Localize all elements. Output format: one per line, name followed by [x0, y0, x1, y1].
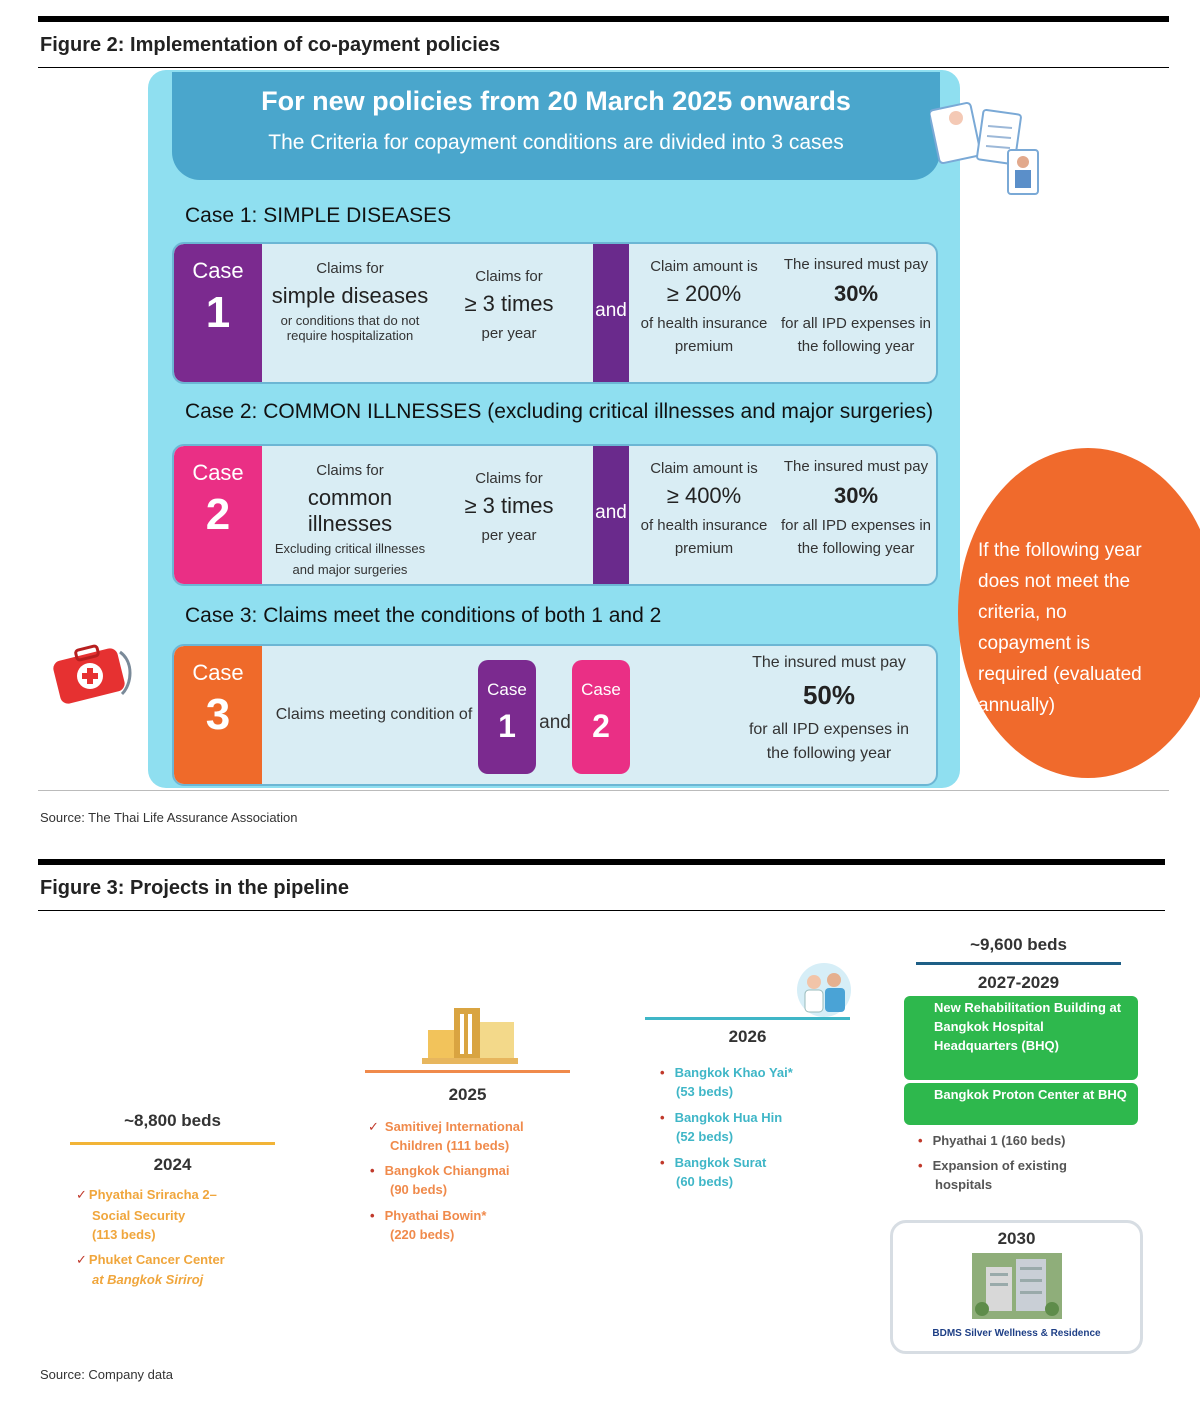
case3-pay-note-1: for all IPD expenses in — [748, 721, 910, 738]
item-mark: • — [918, 1158, 923, 1173]
case2-category-note-1: Excluding critical illnesses — [274, 541, 426, 556]
y2024-line — [70, 1142, 275, 1145]
case1-card — [172, 242, 938, 384]
case1-pay-note-2: the following year — [797, 338, 915, 355]
item-mark: • — [370, 1208, 375, 1223]
case1-amount — [634, 258, 774, 355]
case3-sub1-label: Case — [487, 680, 527, 699]
evaluation-note-text: If the following year does not meet the criteria, no copayment is required (evaluated annually) — [978, 540, 1142, 716]
hospital-building-icon — [420, 1000, 520, 1066]
copayment-banner — [172, 72, 940, 180]
case3-badge — [174, 646, 262, 784]
case2-amount — [634, 460, 774, 557]
item-mark: • — [918, 1133, 923, 1148]
list-item — [390, 1180, 447, 1199]
y2026-year: 2026 — [728, 1027, 767, 1046]
item-text: Social Security — [92, 1208, 186, 1223]
case1-category-name: simple diseases — [271, 283, 429, 308]
item-text: at Bangkok Siriroj — [92, 1272, 204, 1287]
residence-building-image — [972, 1253, 1062, 1319]
medical-kit-icon — [50, 640, 136, 704]
y2027-beds: ~9,600 beds — [970, 935, 1067, 954]
case1-category-note-1: or conditions that do not — [280, 313, 420, 328]
item-mark: • — [370, 1163, 375, 1178]
case2-category-name: common illnesses — [307, 485, 393, 536]
item-text: Children (111 beds) — [390, 1138, 510, 1153]
case2-amount-note-2: premium — [674, 540, 734, 557]
case1-badge-label: Case — [192, 258, 244, 283]
case3-sub2-number: 2 — [592, 708, 610, 744]
item-text: (220 beds) — [390, 1227, 455, 1242]
case2-freq-label: Claims for — [475, 470, 543, 487]
case3-pay-label: The insured must pay — [752, 654, 906, 671]
case2-badge-label: Case — [192, 460, 244, 485]
list-item — [92, 1270, 203, 1289]
figure2-bottom-rule — [38, 790, 1169, 791]
item-text: Bangkok Hua Hin — [674, 1110, 783, 1125]
case1-amount-note-2: premium — [674, 338, 734, 355]
list-item — [918, 1131, 1066, 1150]
item-mark: ✓ — [76, 1187, 87, 1202]
case3-pay-value: 50% — [802, 680, 856, 710]
case2-and-band — [593, 446, 629, 584]
case3-sub-case2 — [572, 660, 630, 774]
figure3-title-rule — [38, 910, 1165, 911]
item-text: hospitals — [935, 1177, 993, 1192]
y2027-year: 2027-2029 — [977, 973, 1060, 992]
list-item — [660, 1063, 793, 1082]
figure3-title: Figure 3: Projects in the pipeline — [40, 877, 349, 899]
case2-pay-note-1: for all IPD expenses in — [780, 517, 932, 534]
case3-pay-note-2: the following year — [766, 745, 892, 762]
medical-documents-icon — [930, 92, 1042, 204]
y2025-line — [365, 1070, 570, 1073]
case1-category — [270, 260, 430, 343]
list-item — [368, 1117, 524, 1136]
case2-badge — [174, 446, 262, 584]
figure3-source: Source: Company data — [40, 1367, 173, 1382]
case2-amount-note-1: of health insurance — [640, 517, 768, 534]
item-text: (52 beds) — [676, 1129, 734, 1144]
y2030-year: 2030 — [997, 1229, 1036, 1248]
case2-heading: Case 2: COMMON ILLNESSES (excluding critical illnesses and major surgeries) — [185, 400, 934, 423]
case2-pay-note-2: the following year — [797, 540, 915, 557]
list-item — [676, 1127, 733, 1146]
case2-and: and — [595, 502, 627, 523]
case2-claims-for: Claims for — [316, 462, 384, 479]
case3-badge-label: Case — [192, 660, 244, 685]
case1-claims-for: Claims for — [316, 260, 384, 277]
list-item — [76, 1185, 217, 1204]
case2-amount-value: ≥ 400% — [666, 483, 742, 508]
case2-badge-number: 2 — [205, 490, 231, 539]
case1-frequency — [444, 268, 574, 342]
list-item — [370, 1161, 510, 1180]
item-mark: • — [660, 1110, 665, 1125]
case1-pay-value: 30% — [833, 281, 879, 306]
case2-card — [172, 444, 938, 586]
banner-subtitle: The Criteria for copayment conditions are divided into 3 cases — [268, 131, 844, 154]
case2-pay — [778, 458, 934, 557]
case1-badge — [174, 244, 262, 382]
y2025-year: 2025 — [448, 1085, 487, 1104]
item-text: Samitivej International — [384, 1119, 524, 1134]
item-mark: ✓ — [76, 1252, 87, 1267]
figure2-source: Source: The Thai Life Assurance Association — [40, 810, 298, 825]
y2027-green-item-rehab: New Rehabilitation Building at Bangkok Hospital Headquarters (BHQ) — [904, 996, 1138, 1080]
list-item — [660, 1108, 782, 1127]
case3-condition-text: Claims meeting condition of — [275, 706, 473, 723]
item-text: Phyathai Sriracha 2– — [88, 1187, 217, 1202]
list-item — [660, 1153, 766, 1172]
case2-category-note-2: and major surgeries — [292, 562, 408, 577]
case1-badge-number: 1 — [205, 288, 231, 337]
y2024-year: 2024 — [153, 1155, 192, 1174]
case2-freq-value: ≥ 3 times — [464, 493, 554, 518]
figure2-title-rule — [38, 67, 1169, 68]
list-item — [918, 1156, 1067, 1175]
case1-freq-unit: per year — [481, 325, 537, 342]
item-text: (53 beds) — [676, 1084, 734, 1099]
list-item — [92, 1206, 185, 1225]
item-text: Bangkok Surat — [674, 1155, 767, 1170]
item-text: Phyathai Bowin* — [384, 1208, 487, 1223]
case1-pay-label: The insured must pay — [783, 256, 929, 273]
item-text: Expansion of existing — [932, 1158, 1067, 1173]
item-text: (60 beds) — [676, 1174, 734, 1189]
case2-pay-label: The insured must pay — [783, 458, 929, 475]
case3-card — [172, 644, 938, 786]
case2-pay-value: 30% — [833, 483, 879, 508]
case2-category — [270, 462, 430, 577]
list-item — [390, 1225, 454, 1244]
item-text: Bangkok Khao Yai* — [674, 1065, 793, 1080]
case1-and-band — [593, 244, 629, 382]
figure2-title: Figure 2: Implementation of co-payment policies — [40, 34, 501, 56]
list-item — [935, 1175, 992, 1194]
item-text: (113 beds) — [92, 1227, 156, 1242]
case2-frequency — [444, 470, 574, 544]
case3-badge-number: 3 — [205, 690, 231, 739]
case1-freq-label: Claims for — [475, 268, 543, 285]
item-mark: ✓ — [368, 1119, 379, 1134]
case3-heading: Case 3: Claims meet the conditions of both 1 and 2 — [185, 604, 662, 627]
list-item — [676, 1172, 733, 1191]
case2-amount-label: Claim amount is — [650, 460, 758, 477]
case3-pay — [734, 654, 924, 763]
list-item — [76, 1250, 225, 1269]
y2027-line — [916, 962, 1121, 965]
case2-freq-unit: per year — [481, 527, 537, 544]
y2026-line — [645, 1017, 850, 1020]
case3-sub-case1 — [478, 660, 536, 774]
item-text: Phyathai 1 (160 beds) — [932, 1133, 1066, 1148]
case3-and: and — [539, 712, 571, 733]
banner-title: For new policies from 20 March 2025 onwards — [261, 86, 851, 116]
case1-heading: Case 1: SIMPLE DISEASES — [185, 204, 452, 227]
case3-sub1-number: 1 — [498, 708, 516, 744]
item-mark: • — [660, 1065, 665, 1080]
case1-pay-note-1: for all IPD expenses in — [780, 315, 932, 332]
case1-pay — [778, 256, 934, 355]
case1-category-note-2: require hospitalization — [286, 328, 414, 343]
doctors-icon — [790, 962, 860, 1018]
y2030-caption: BDMS Silver Wellness & Residence — [932, 1328, 1101, 1339]
y2024-beds: ~8,800 beds — [124, 1111, 221, 1130]
case1-and: and — [595, 300, 627, 321]
list-item — [390, 1136, 509, 1155]
item-text: (90 beds) — [390, 1182, 448, 1197]
list-item — [370, 1206, 486, 1225]
case1-amount-note-1: of health insurance — [640, 315, 768, 332]
figure2-top-rule — [38, 16, 1169, 22]
case3-sub2-label: Case — [581, 680, 621, 699]
item-text: Bangkok Chiangmai — [384, 1163, 510, 1178]
item-text: Phuket Cancer Center — [88, 1252, 225, 1267]
y2030-box — [890, 1220, 1143, 1354]
case1-amount-value: ≥ 200% — [666, 281, 742, 306]
case1-freq-value: ≥ 3 times — [464, 291, 554, 316]
figure3-top-rule — [38, 859, 1165, 865]
list-item — [676, 1082, 733, 1101]
case1-amount-label: Claim amount is — [650, 258, 758, 275]
list-item — [92, 1225, 156, 1244]
y2027-green-item-proton: Bangkok Proton Center at BHQ — [904, 1083, 1138, 1125]
item-mark: • — [660, 1155, 665, 1170]
